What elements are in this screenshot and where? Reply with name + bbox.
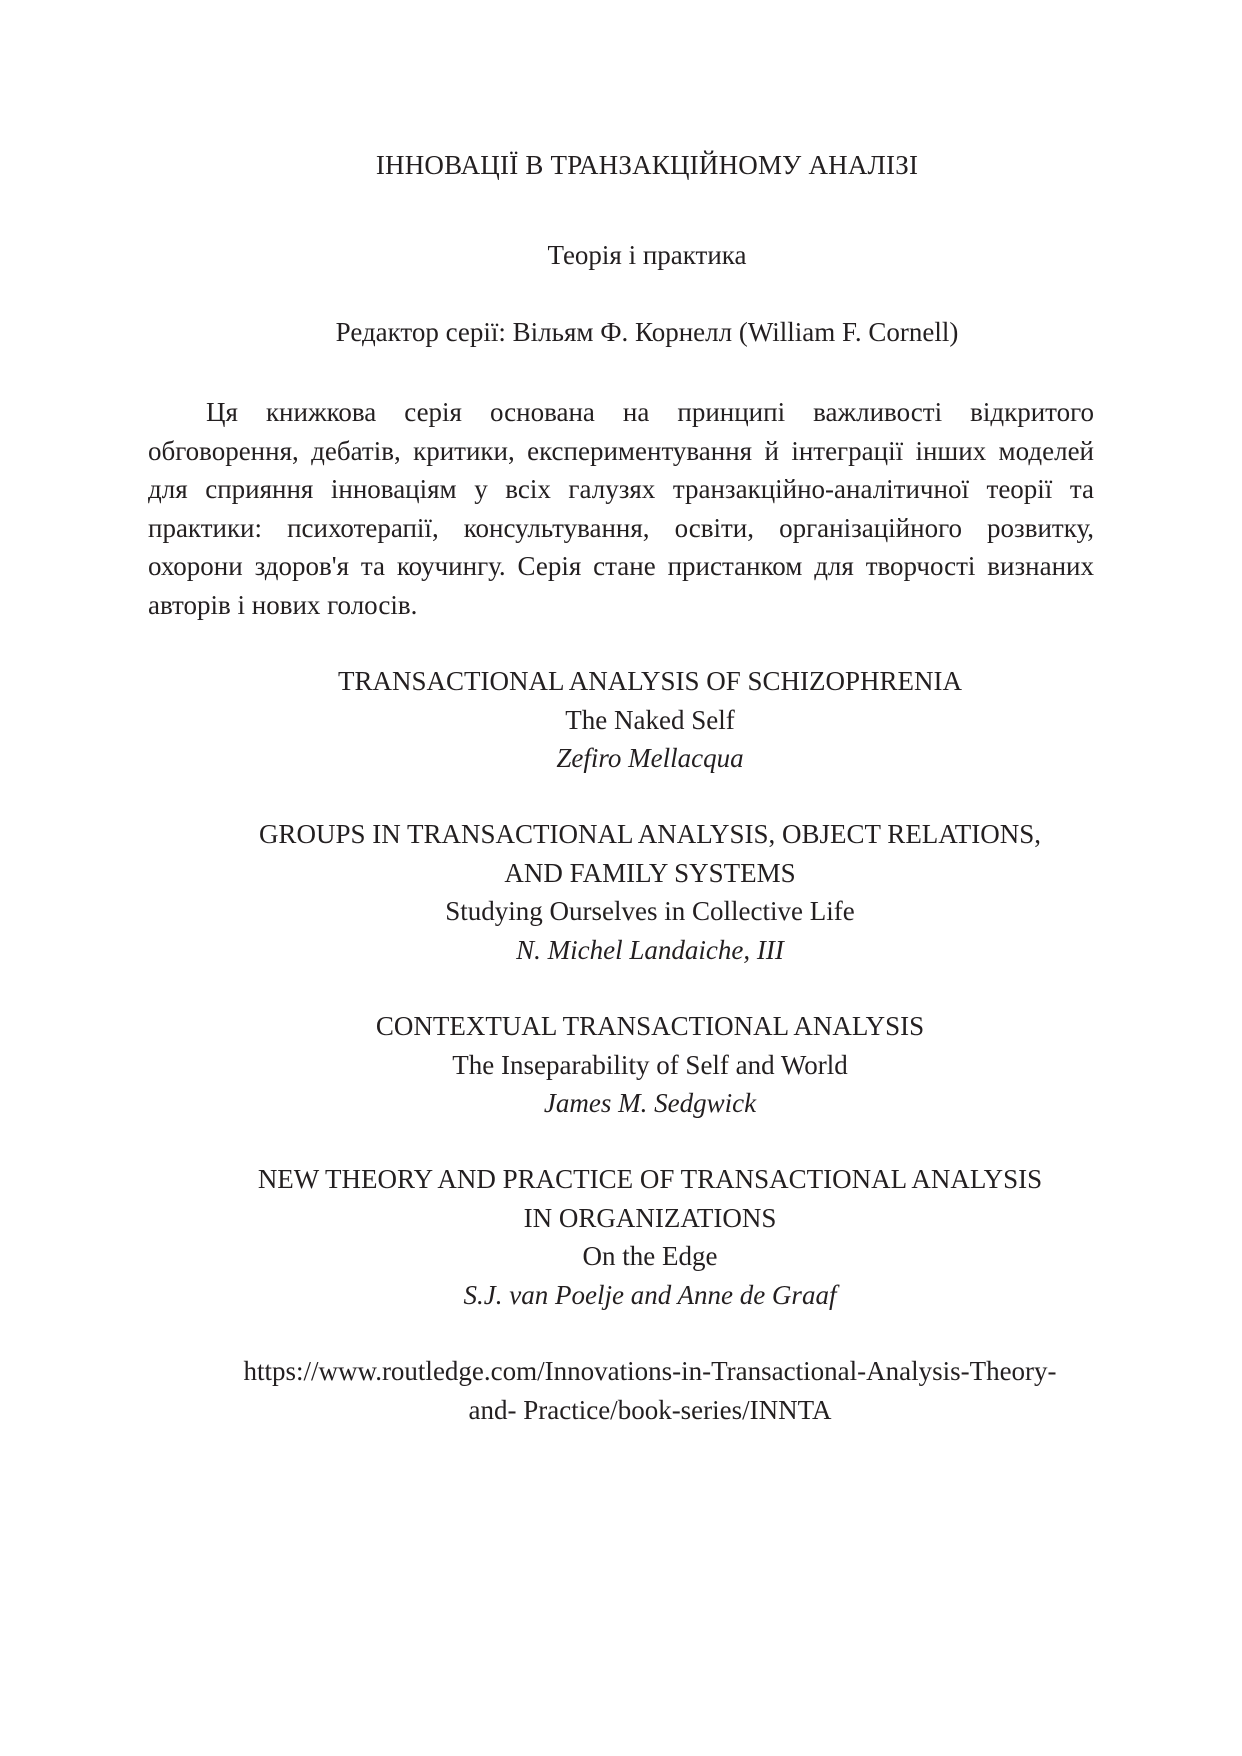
book-title-line-2: AND FAMILY SYSTEMS xyxy=(504,857,796,888)
series-title: ІННОВАЦІЇ В ТРАНЗАКЦІЙНОМУ АНАЛІЗІ xyxy=(375,150,919,180)
book-subtitle: Studying Ourselves in Collective Life xyxy=(445,896,855,927)
book-entry-contextual xyxy=(190,1007,1110,1123)
book-subtitle: The Inseparability of Self and World xyxy=(452,1049,848,1080)
series-editor: Редактор серії: Вільям Ф. Корнелл (William F. Cornell) xyxy=(335,317,959,347)
book-subtitle: On the Edge xyxy=(582,1241,718,1272)
book-author: N. Michel Landaiche, III xyxy=(516,934,784,965)
book-title: GROUPS IN TRANSACTIONAL ANALYSIS, OBJECT RELATIONS, xyxy=(258,819,1042,849)
book-author: James M. Sedgwick xyxy=(543,1088,757,1119)
book-title: CONTEXTUAL TRANSACTIONAL ANALYSIS xyxy=(375,1011,925,1041)
book-title: TRANSACTIONAL ANALYSIS OF SCHIZOPHRENIA xyxy=(337,666,963,696)
series-description: Ця книжкова серія основана на принципі важливості відкритого обговорення, дебатів, критики, експериментування й інтеграції інших моделей для сприяння інноваціям у всіх галузях транзакційно-аналітичної теорії та практики: психотерапії, консультування, освіти, організаційного розвитку, охорони здоров'я та коучингу. Серія стане пристанком для творчості визнаних авторів і нових голосів. xyxy=(148,397,1094,620)
series-subtitle: Теорія і практика xyxy=(547,240,747,270)
series-url-line-1: https://www.routledge.com/Innovations-in-Transactional-Analysis-Theory- xyxy=(243,1356,1057,1386)
book-title: NEW THEORY AND PRACTICE OF TRANSACTIONAL ANALYSIS xyxy=(257,1164,1043,1194)
book-entry-schizophrenia xyxy=(190,662,1110,778)
book-entry-organizations xyxy=(190,1160,1110,1314)
book-entry-groups xyxy=(190,815,1110,969)
book-author: S.J. van Poelje and Anne de Graaf xyxy=(463,1279,837,1310)
book-subtitle: The Naked Self xyxy=(565,704,735,735)
book-author: Zefiro Mellacqua xyxy=(556,743,744,774)
series-url-line-2: and- Practice/book-series/INNTA xyxy=(468,1394,832,1425)
series-url xyxy=(190,1352,1110,1429)
book-title-line-2: IN ORGANIZATIONS xyxy=(523,1202,777,1233)
